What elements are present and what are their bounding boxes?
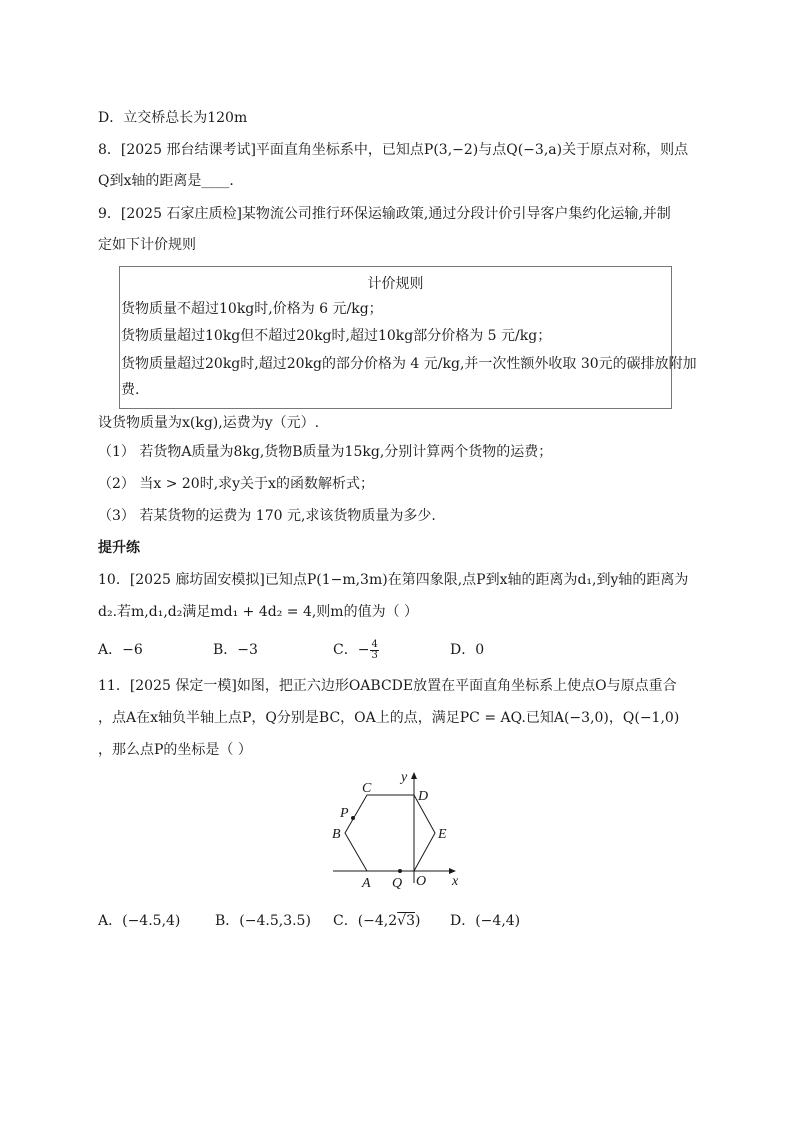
question-9-setup: 设货物质量为x(kg),运费为y（元）. <box>98 415 320 431</box>
question-9-part-3: （3） 若某货物的运费为 170 元,求该货物质量为多少. <box>98 508 436 524</box>
q10-option-b: B．−3 <box>213 642 258 658</box>
y-axis-arrow <box>411 772 417 779</box>
q11-option-c <box>333 910 420 932</box>
question-9-part-1: （1） 若货物A质量为8kg,货物B质量为15kg,分别计算两个货物的运费； <box>98 444 553 460</box>
pricing-rules-box <box>119 266 697 409</box>
question-11-line-3: ，那么点P的坐标是（ ） <box>98 742 252 758</box>
pricing-rule-3: 货物质量超过20kg时,超过20kg的部分价格为 4 元/kg,并一次性额外收取 30元的碳排放附加 <box>121 356 697 372</box>
question-11-line-2: ，点A在x轴负半轴上点P，Q分别是BC，OA上的点，满足PC = AQ.已知A(−3,0)，Q(−1,0) <box>98 710 680 726</box>
question-8-line-2: Q到x轴的距离是____． <box>98 173 244 189</box>
pricing-rule-2: 货物质量超过10kg但不超过20kg时,超过10kg部分价格为 5 元/kg； <box>121 328 552 344</box>
pricing-rule-1: 货物质量不超过10kg时,价格为 6 元/kg； <box>121 301 383 317</box>
label-x: x <box>452 874 459 889</box>
question-8-line-1: 8．[2025 邢台结课考试]平面直角坐标系中，已知点P(3,−2)与点Q(−3,a)关于原点对称，则点 <box>98 142 689 158</box>
question-10-line-2: d₂.若m,d₁,d₂满足md₁ + 4d₂ = 4,则m的值为（ ） <box>98 604 419 620</box>
q11-option-b: B．(−4.5,3.5) <box>215 913 311 929</box>
question-10-line-1: 10．[2025 廊坊固安模拟]已知点P(1−m,3m)在第四象限,点P到x轴的距离为d₁,到y轴的距离为 <box>98 572 689 588</box>
label-c: C <box>362 781 372 796</box>
q11-option-a: A．(−4.5,4) <box>98 913 181 929</box>
fraction-numerator: 4 <box>371 638 378 650</box>
question-9-part-2: （2） 当x > 20时,求y关于x的函数解析式； <box>98 476 374 492</box>
q11-option-d: D．(−4,4) <box>450 913 521 929</box>
q11-option-c-sqrt: √3 <box>397 913 415 929</box>
q10-option-a: A．−6 <box>98 642 143 658</box>
q10-option-c-prefix: C．− <box>333 642 370 658</box>
q10-option-c-fraction <box>370 640 378 661</box>
hexagon-shape <box>345 795 435 871</box>
q11-option-c-suffix: ) <box>415 913 421 929</box>
label-p: P <box>340 806 349 821</box>
option-d-line: D．立交桥总长为120m <box>98 110 248 126</box>
fraction-denominator: 3 <box>371 649 378 661</box>
label-y: y <box>401 770 408 785</box>
point-q-dot <box>398 869 402 873</box>
label-e: E <box>438 827 447 842</box>
pricing-rules-title: 计价规则 <box>367 276 424 292</box>
hexagon-figure <box>325 765 470 890</box>
section-heading: 提升练 <box>98 540 140 556</box>
label-o: O <box>416 874 427 889</box>
q11-option-c-prefix: C．(−4,2 <box>333 913 398 929</box>
question-9-line-1: 9．[2025 石家庄质检]某物流公司推行环保运输政策,通过分段计价引导客户集约化运输,并制 <box>98 206 671 222</box>
question-9-line-2: 定如下计价规则 <box>98 237 196 253</box>
label-b: B <box>332 827 341 842</box>
question-11-line-1: 11．[2025 保定一模]如图，把正六边形OABCDE放置在平面直角坐标系上使点O与原点重合 <box>98 678 677 694</box>
q10-option-d: D．0 <box>450 642 485 658</box>
q10-option-c <box>333 639 379 661</box>
label-d: D <box>418 789 429 804</box>
label-a: A <box>362 876 371 890</box>
pricing-rule-4: 费. <box>121 382 140 398</box>
label-q: Q <box>392 876 403 890</box>
point-p-dot <box>351 816 355 820</box>
